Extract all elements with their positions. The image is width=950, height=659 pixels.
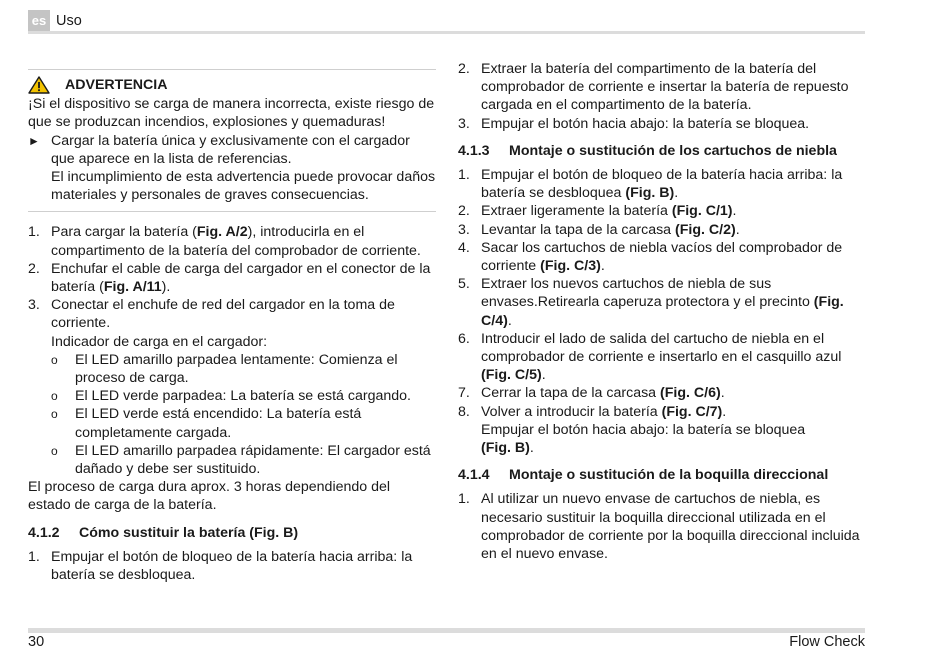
list-item (28, 296, 436, 478)
bullet: o (51, 407, 58, 422)
list-item (458, 330, 866, 385)
step-text: . (732, 203, 737, 220)
charger-indicator-label: Indicador de carga en el cargador: (51, 333, 268, 350)
list-item (28, 223, 436, 259)
step-number: 5. (458, 276, 470, 293)
step-text: . (541, 367, 546, 384)
section-number: 4.1.2 (28, 524, 60, 541)
figure-ref: (Fig. C/6) (660, 385, 721, 402)
charging-summary: El proceso de carga dura aprox. 3 horas dependiendo del estado de carga de la batería. (28, 479, 391, 514)
page-header-title: Uso (56, 13, 82, 29)
step-text: Para cargar la batería ( (51, 224, 197, 241)
section-heading (28, 524, 436, 542)
warning-text: ¡Si el dispositivo se carga de manera incorrecta, existe riesgo de que se produzcan incendios, explosiones y quemaduras! (28, 96, 435, 131)
step-number: 1. (458, 491, 470, 508)
figure-ref: (Fig. C/1) (671, 203, 733, 220)
step-text: Volver a introducir la batería (481, 403, 662, 420)
list-item (458, 166, 866, 202)
section-title: Montaje o sustitución de los cartuchos de niebla (509, 142, 837, 159)
step-number: 3. (458, 221, 470, 238)
indicator-text: El LED amarillo parpadea lentamente: Comienza el proceso de carga. (75, 351, 398, 387)
footer-divider (28, 628, 865, 633)
list-item (458, 202, 866, 220)
nozzle-steps (458, 490, 866, 563)
step-number: 4. (458, 239, 470, 256)
list-item (458, 490, 866, 563)
step-text: ). (161, 279, 171, 296)
step-text: Empujar el botón de bloqueo de la batería hacia arriba: la batería se desbloquea (481, 167, 843, 202)
indicator-text: El LED verde está encendido: La batería está completamente cargada. (75, 406, 362, 441)
battery-replace-steps-cont (458, 60, 866, 133)
step-number: 3. (458, 115, 470, 132)
list-item (51, 387, 436, 405)
step-text: . (507, 312, 512, 329)
figure-ref: (Fig. C/3) (540, 258, 601, 275)
section-number: 4.1.3 (458, 142, 490, 159)
section-heading (458, 466, 866, 484)
battery-replace-steps (28, 548, 436, 584)
warning-title: ADVERTENCIA (65, 77, 168, 93)
bullet: o (51, 352, 58, 367)
step-text: Enchufar el cable de carga del cargador en el conector de la batería ( (51, 260, 431, 296)
right-column (458, 60, 866, 563)
warning-action-text: Cargar la batería única y exclusivamente con el cargador que aparece en la lista de referencias. (51, 132, 410, 167)
step-text: Empujar el botón de bloqueo de la batería hacia arriba: la batería se desbloquea. (51, 548, 413, 584)
step-number: 6. (458, 330, 470, 347)
step-number: 7. (458, 385, 470, 402)
warning-box (28, 69, 436, 212)
figure-ref: (Fig. B) (625, 185, 675, 202)
charging-steps (28, 223, 436, 478)
list-item (28, 548, 436, 584)
step-text: . (722, 403, 727, 420)
step-number: 2. (28, 260, 40, 277)
warning-consequence: El incumplimiento de esta advertencia puede provocar daños materiales y personales de graves consecuencias. (51, 169, 436, 204)
step-text: Conectar el enchufe de red del cargador en la toma de corriente. (51, 297, 395, 332)
section-heading (458, 142, 866, 160)
step-text: Empujar el botón hacia abajo: la batería se bloquea. (481, 115, 810, 132)
list-item (28, 260, 436, 296)
step-text: Introducir el lado de salida del cartucho de niebla en el comprobador de corriente e insertarlo en el casquillo azul (481, 330, 842, 366)
list-item (51, 351, 436, 387)
arrow-right-icon: ► (28, 133, 40, 148)
section-title: Montaje o sustitución de la boquilla direccional (509, 467, 829, 484)
step-text: . (735, 221, 740, 238)
list-item (458, 115, 866, 133)
step-text: ), introducirla en el compartimento de la batería del comprobador de corriente. (51, 224, 421, 259)
step-text: Extraer ligeramente la batería (481, 203, 672, 220)
list-item (458, 384, 866, 402)
step-text: . (674, 185, 679, 202)
page-number: 30 (28, 634, 45, 650)
list-item (458, 275, 866, 330)
step-text: Cerrar la tapa de la carcasa (481, 385, 661, 402)
bullet: o (51, 443, 58, 458)
section-title: Cómo sustituir la batería (Fig. B) (79, 524, 299, 541)
figure-ref: Fig. A/2 (196, 224, 248, 241)
step-text: Al utilizar un nuevo envase de cartuchos de niebla, es necesario sustituir la boquilla direccional utilizada en el comprobador de corriente por la boquilla direccional incluida en el nuevo envase. (481, 491, 860, 563)
figure-ref: (Fig. C/2) (675, 221, 736, 238)
indicator-text: El LED verde parpadea: La batería se está cargando. (75, 388, 411, 405)
product-name: Flow Check (789, 634, 865, 650)
list-item (458, 403, 866, 458)
list-item (51, 442, 436, 478)
warning-action (28, 132, 436, 205)
step-number: 2. (458, 61, 470, 77)
step-number: 1. (458, 167, 470, 184)
step-number: 1. (28, 548, 40, 565)
figure-ref: (Fig. B) (481, 440, 530, 457)
step-text: Extraer la batería del compartimento de la batería del comprobador de corriente e insertar la batería de repuesto cargada en el compartimento de la batería. (481, 61, 849, 114)
step-number: 2. (458, 203, 470, 220)
step-text: . (600, 258, 605, 275)
fog-cartridge-steps (458, 166, 866, 457)
step-number: 8. (458, 403, 470, 420)
header-divider (28, 31, 865, 34)
figure-ref: (Fig. C/7) (661, 403, 723, 420)
indicator-list (51, 351, 436, 478)
step-text: Levantar la tapa de la carcasa (481, 221, 676, 238)
warning-triangle-icon (28, 76, 50, 94)
step-text: Extraer los nuevos cartuchos de niebla de sus envases.Retirearla caperuza protectora y el precinto (481, 276, 814, 311)
indicator-text: El LED amarillo parpadea rápidamente: El cargador está dañado y debe ser sustituido. (75, 442, 431, 478)
list-item (458, 221, 866, 239)
list-item (458, 60, 866, 115)
language-badge: es (28, 10, 50, 32)
figure-ref: (Fig. C/4) (481, 294, 844, 329)
left-column (28, 60, 436, 584)
step-text: Sacar los cartuchos de niebla vacíos del comprobador de corriente (481, 239, 843, 275)
step-text: . (720, 385, 725, 402)
list-item (458, 239, 866, 275)
step-text: Empujar el botón hacia abajo: la batería se bloquea (481, 421, 806, 438)
figure-ref: Fig. A/11 (103, 279, 162, 296)
list-item (51, 405, 436, 441)
figure-ref: (Fig. C/5) (481, 367, 542, 384)
warning-heading (28, 76, 436, 94)
bullet: o (51, 389, 58, 404)
step-number: 1. (28, 224, 40, 241)
step-number: 3. (28, 297, 40, 314)
section-number: 4.1.4 (458, 467, 490, 484)
step-text: . (529, 440, 534, 457)
